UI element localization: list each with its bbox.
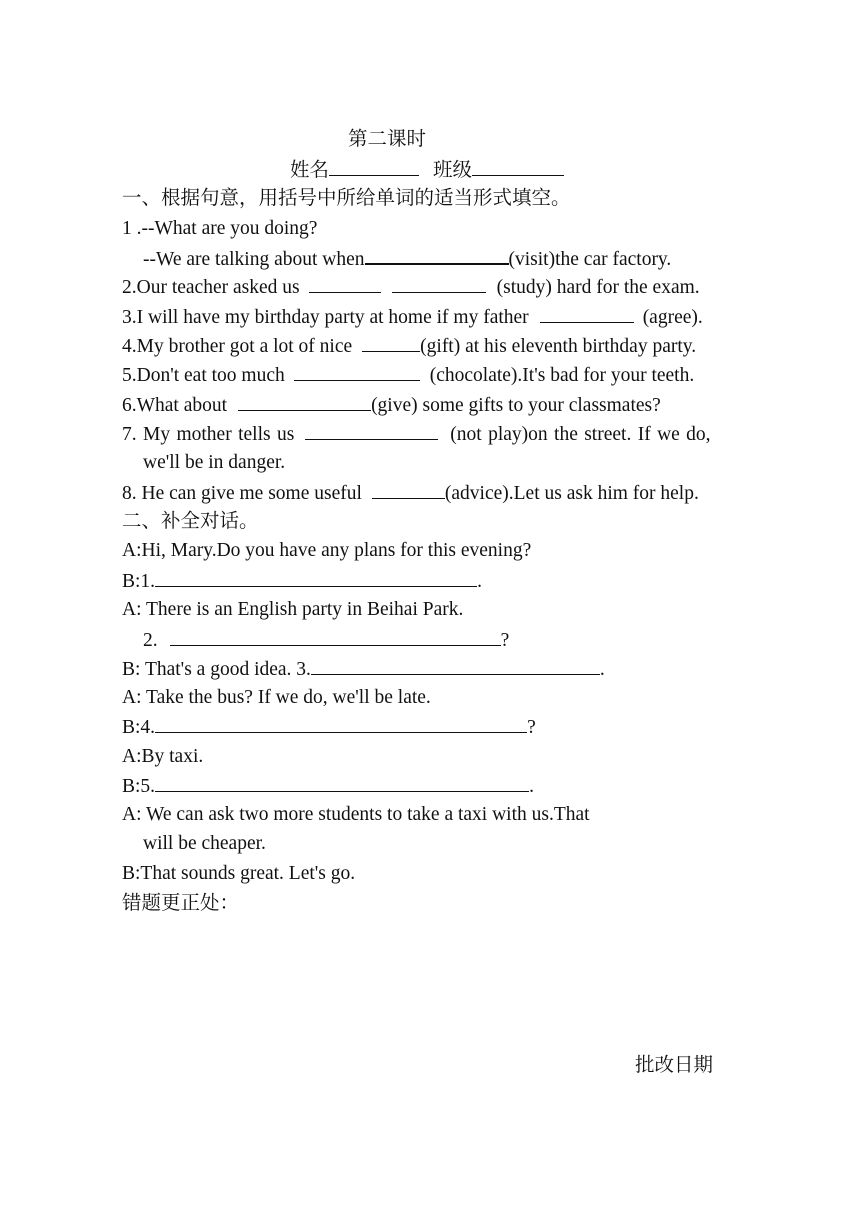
q1-line-b: [143, 246, 671, 272]
dialog-blank-2[interactable]: [170, 628, 501, 646]
q4-blank[interactable]: [362, 334, 420, 352]
q8-suffix: (advice).Let us ask him for help.: [444, 483, 699, 504]
q2-prefix: 2.Our teacher asked us: [122, 277, 300, 298]
q1-line-a: 1 .--What are you doing?: [122, 218, 318, 239]
q3: [122, 305, 703, 330]
q5: [122, 363, 694, 388]
dialog-line-9: [122, 774, 534, 799]
q8: [122, 481, 699, 506]
dialog-blank-1[interactable]: [155, 569, 477, 587]
q4-suffix: (gift) at his eleventh birthday party.: [420, 336, 697, 357]
student-info-row: [290, 158, 564, 183]
dialog-line-8: A:By taxi.: [122, 746, 204, 767]
grading-date-label: 批改日期: [635, 1055, 714, 1076]
dialog-4-prefix: 2.: [143, 630, 158, 651]
dialog-4-suffix: ?: [500, 630, 510, 651]
q8-blank[interactable]: [372, 481, 445, 499]
q4-prefix: 4.My brother got a lot of nice: [122, 336, 353, 357]
dialog-line-4: [143, 628, 509, 653]
q7-prefix: 7. My mother tells us: [122, 424, 295, 445]
dialog-blank-5[interactable]: [155, 774, 529, 792]
dialog-line-2: [122, 569, 482, 594]
q5-blank[interactable]: [294, 363, 420, 381]
dialog-line-7: [122, 715, 536, 740]
q3-prefix: 3.I will have my birthday party at home if my father: [122, 307, 529, 328]
q1-blank[interactable]: [365, 246, 509, 265]
q2-blank-1[interactable]: [309, 275, 381, 293]
q5-suffix: (chocolate).It's bad for your teeth.: [429, 365, 695, 386]
dialog-5-prefix: B: That's a good idea. 3.: [122, 659, 311, 680]
correction-area-label: 错题更正处：: [122, 893, 240, 914]
q6-suffix: (give) some gifts to your classmates?: [371, 395, 661, 416]
dialog-blank-4[interactable]: [155, 715, 527, 733]
q7-continuation: we'll be in danger.: [143, 452, 286, 473]
class-label: 班级: [433, 160, 473, 181]
q5-prefix: 5.Don't eat too much: [122, 365, 285, 386]
q7-blank[interactable]: [305, 422, 438, 440]
q1-prefix: --We are talking about when: [143, 249, 365, 270]
q1-suffix: (visit)the car factory.: [508, 249, 672, 270]
page-title: 第二课时: [348, 129, 427, 150]
dialog-line-3: A: There is an English party in Beihai Park.: [122, 599, 464, 620]
dialog-line-5: [122, 657, 605, 682]
dialog-blank-3[interactable]: [311, 657, 600, 675]
dialog-line-1: A:Hi, Mary.Do you have any plans for this evening?: [122, 540, 532, 561]
q2-blank-2[interactable]: [392, 275, 486, 293]
q2-suffix: (study) hard for the exam.: [496, 277, 700, 298]
dialog-7-suffix: ?: [527, 717, 536, 738]
dialog-9-suffix: .: [529, 776, 534, 797]
q6-blank[interactable]: [238, 393, 371, 411]
dialog-line-6: A: Take the bus? If we do, we'll be late.: [122, 687, 431, 708]
dialog-line-11: B:That sounds great. Let's go.: [122, 863, 356, 884]
dialog-7-prefix: B:4.: [122, 717, 156, 738]
dialog-9-prefix: B:5.: [122, 776, 156, 797]
q8-prefix: 8. He can give me some useful: [122, 483, 362, 504]
dialog-5-suffix: .: [599, 659, 605, 680]
name-label: 姓名: [290, 160, 330, 181]
class-field[interactable]: [472, 158, 564, 176]
dialog-line-10-continuation: will be cheaper.: [143, 833, 266, 854]
q6: [122, 393, 661, 418]
q3-blank[interactable]: [540, 305, 634, 323]
q7: [122, 422, 711, 447]
dialog-line-10: A: We can ask two more students to take a taxi with us.That: [122, 804, 590, 825]
q7-suffix: (not play)on the street. If we do,: [450, 424, 711, 445]
section1-heading: 一、根据句意，用括号中所给单词的适当形式填空。: [122, 188, 571, 209]
q3-suffix: (agree).: [642, 307, 703, 328]
q4: [122, 334, 696, 359]
dialog-2-suffix: .: [477, 571, 482, 592]
q6-prefix: 6.What about: [122, 395, 228, 416]
name-field[interactable]: [329, 158, 419, 176]
q2: [122, 275, 700, 300]
dialog-2-prefix: B:1.: [122, 571, 156, 592]
section2-heading: 二、补全对话。: [122, 511, 259, 532]
